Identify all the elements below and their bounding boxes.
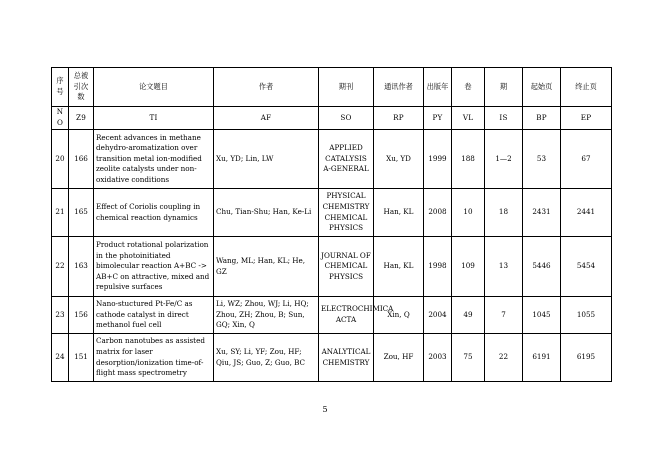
cell-rp: Xu, YD	[374, 130, 424, 189]
cell-authors: Li, WZ; Zhou, WJ; Li, HQ; Zhou, ZH; Zhou, B; Sun, GQ; Xin, Q	[214, 297, 319, 334]
cell-vol: 109	[452, 237, 485, 297]
cell-vol: 75	[452, 334, 485, 382]
table-row	[52, 189, 612, 237]
cell-ep: 2441	[561, 189, 612, 237]
cell-ep: 67	[561, 130, 612, 189]
cell-vol: 10	[452, 189, 485, 237]
cell-authors: Xu, YD; Lin, LW	[214, 130, 319, 189]
code-rp: RP	[374, 107, 424, 130]
cell-bp: 6191	[523, 334, 561, 382]
page-number: 5	[322, 405, 328, 414]
cell-z9: 166	[69, 130, 94, 189]
code-issue: IS	[485, 107, 523, 130]
cell-journal: JOURNAL OF CHEMICAL PHYSICS	[319, 237, 374, 297]
cell-authors: Chu, Tian-Shu; Han, Ke-Li	[214, 189, 319, 237]
cell-no: 23	[52, 297, 69, 334]
header-title: 论文题目	[94, 68, 214, 107]
cell-year: 1998	[424, 237, 452, 297]
cell-no: 22	[52, 237, 69, 297]
header-journal: 期刊	[319, 68, 374, 107]
header-year: 出版年	[424, 68, 452, 107]
cell-year: 1999	[424, 130, 452, 189]
cell-bp: 2431	[523, 189, 561, 237]
cell-no: 21	[52, 189, 69, 237]
code-journal: SO	[319, 107, 374, 130]
header-no: 序号	[52, 68, 69, 107]
cell-vol: 49	[452, 297, 485, 334]
cell-title: Nano-stuctured Pt-Fe/C as cathode catalyst in direct methanol fuel cell	[94, 297, 214, 334]
code-ep: EP	[561, 107, 612, 130]
header-row	[52, 68, 612, 107]
table-row	[52, 130, 612, 189]
cell-issue: 7	[485, 297, 523, 334]
header-authors: 作者	[214, 68, 319, 107]
cell-ep: 5454	[561, 237, 612, 297]
cell-z9: 165	[69, 189, 94, 237]
header-bp: 起始页	[523, 68, 561, 107]
cell-no: 24	[52, 334, 69, 382]
code-row	[52, 107, 612, 130]
cell-bp: 1045	[523, 297, 561, 334]
header-rp: 通讯作者	[374, 68, 424, 107]
cell-z9: 156	[69, 297, 94, 334]
header-issue: 期	[485, 68, 523, 107]
cell-no: 20	[52, 130, 69, 189]
cell-journal: ANALYTICAL CHEMISTRY	[319, 334, 374, 382]
cell-bp: 5446	[523, 237, 561, 297]
cell-journal: APPLIED CATALYSIS A-GENERAL	[319, 130, 374, 189]
table-row	[52, 297, 612, 334]
table-row	[52, 334, 612, 382]
code-authors: AF	[214, 107, 319, 130]
code-no: N O	[52, 107, 69, 130]
cell-rp: Xin, Q	[374, 297, 424, 334]
cell-issue: 1—2	[485, 130, 523, 189]
cell-bp: 53	[523, 130, 561, 189]
code-bp: BP	[523, 107, 561, 130]
paper-table	[51, 67, 612, 382]
code-year: PY	[424, 107, 452, 130]
code-vol: VL	[452, 107, 485, 130]
cell-year: 2004	[424, 297, 452, 334]
cell-year: 2008	[424, 189, 452, 237]
cell-authors: Wang, ML; Han, KL; He, GZ	[214, 237, 319, 297]
cell-title: Effect of Coriolis coupling in chemical reaction dynamics	[94, 189, 214, 237]
cell-ep: 6195	[561, 334, 612, 382]
header-ep: 终止页	[561, 68, 612, 107]
code-title: TI	[94, 107, 214, 130]
cell-z9: 151	[69, 334, 94, 382]
header-z9: 总被引次数	[69, 68, 94, 107]
cell-issue: 22	[485, 334, 523, 382]
cell-vol: 188	[452, 130, 485, 189]
cell-rp: Han, KL	[374, 189, 424, 237]
cell-z9: 163	[69, 237, 94, 297]
cell-rp: Han, KL	[374, 237, 424, 297]
cell-issue: 18	[485, 189, 523, 237]
cell-issue: 13	[485, 237, 523, 297]
cell-title: Recent advances in methane dehydro-aromatization over transition metal ion-modified zeolite catalysts under non-oxidative conditions	[94, 130, 214, 189]
cell-journal: PHYSICAL CHEMISTRY CHEMICAL PHYSICS	[319, 189, 374, 237]
cell-rp: Zou, HF	[374, 334, 424, 382]
cell-authors: Xu, SY; Li, YF; Zou, HF; Qiu, JS; Guo, Z; Guo, BC	[214, 334, 319, 382]
cell-ep: 1055	[561, 297, 612, 334]
header-vol: 卷	[452, 68, 485, 107]
table-row	[52, 237, 612, 297]
code-z9: Z9	[69, 107, 94, 130]
cell-year: 2003	[424, 334, 452, 382]
cell-title: Carbon nanotubes as assisted matrix for laser desorption/ionization time-of-flight mass spectrometry	[94, 334, 214, 382]
cell-journal: ELECTROCHIMICA ACTA	[319, 297, 374, 334]
cell-title: Product rotational polarization in the photoinitiated bimolecular reaction A+BC -> AB+C on attractive, mixed and repulsive surfaces	[94, 237, 214, 297]
